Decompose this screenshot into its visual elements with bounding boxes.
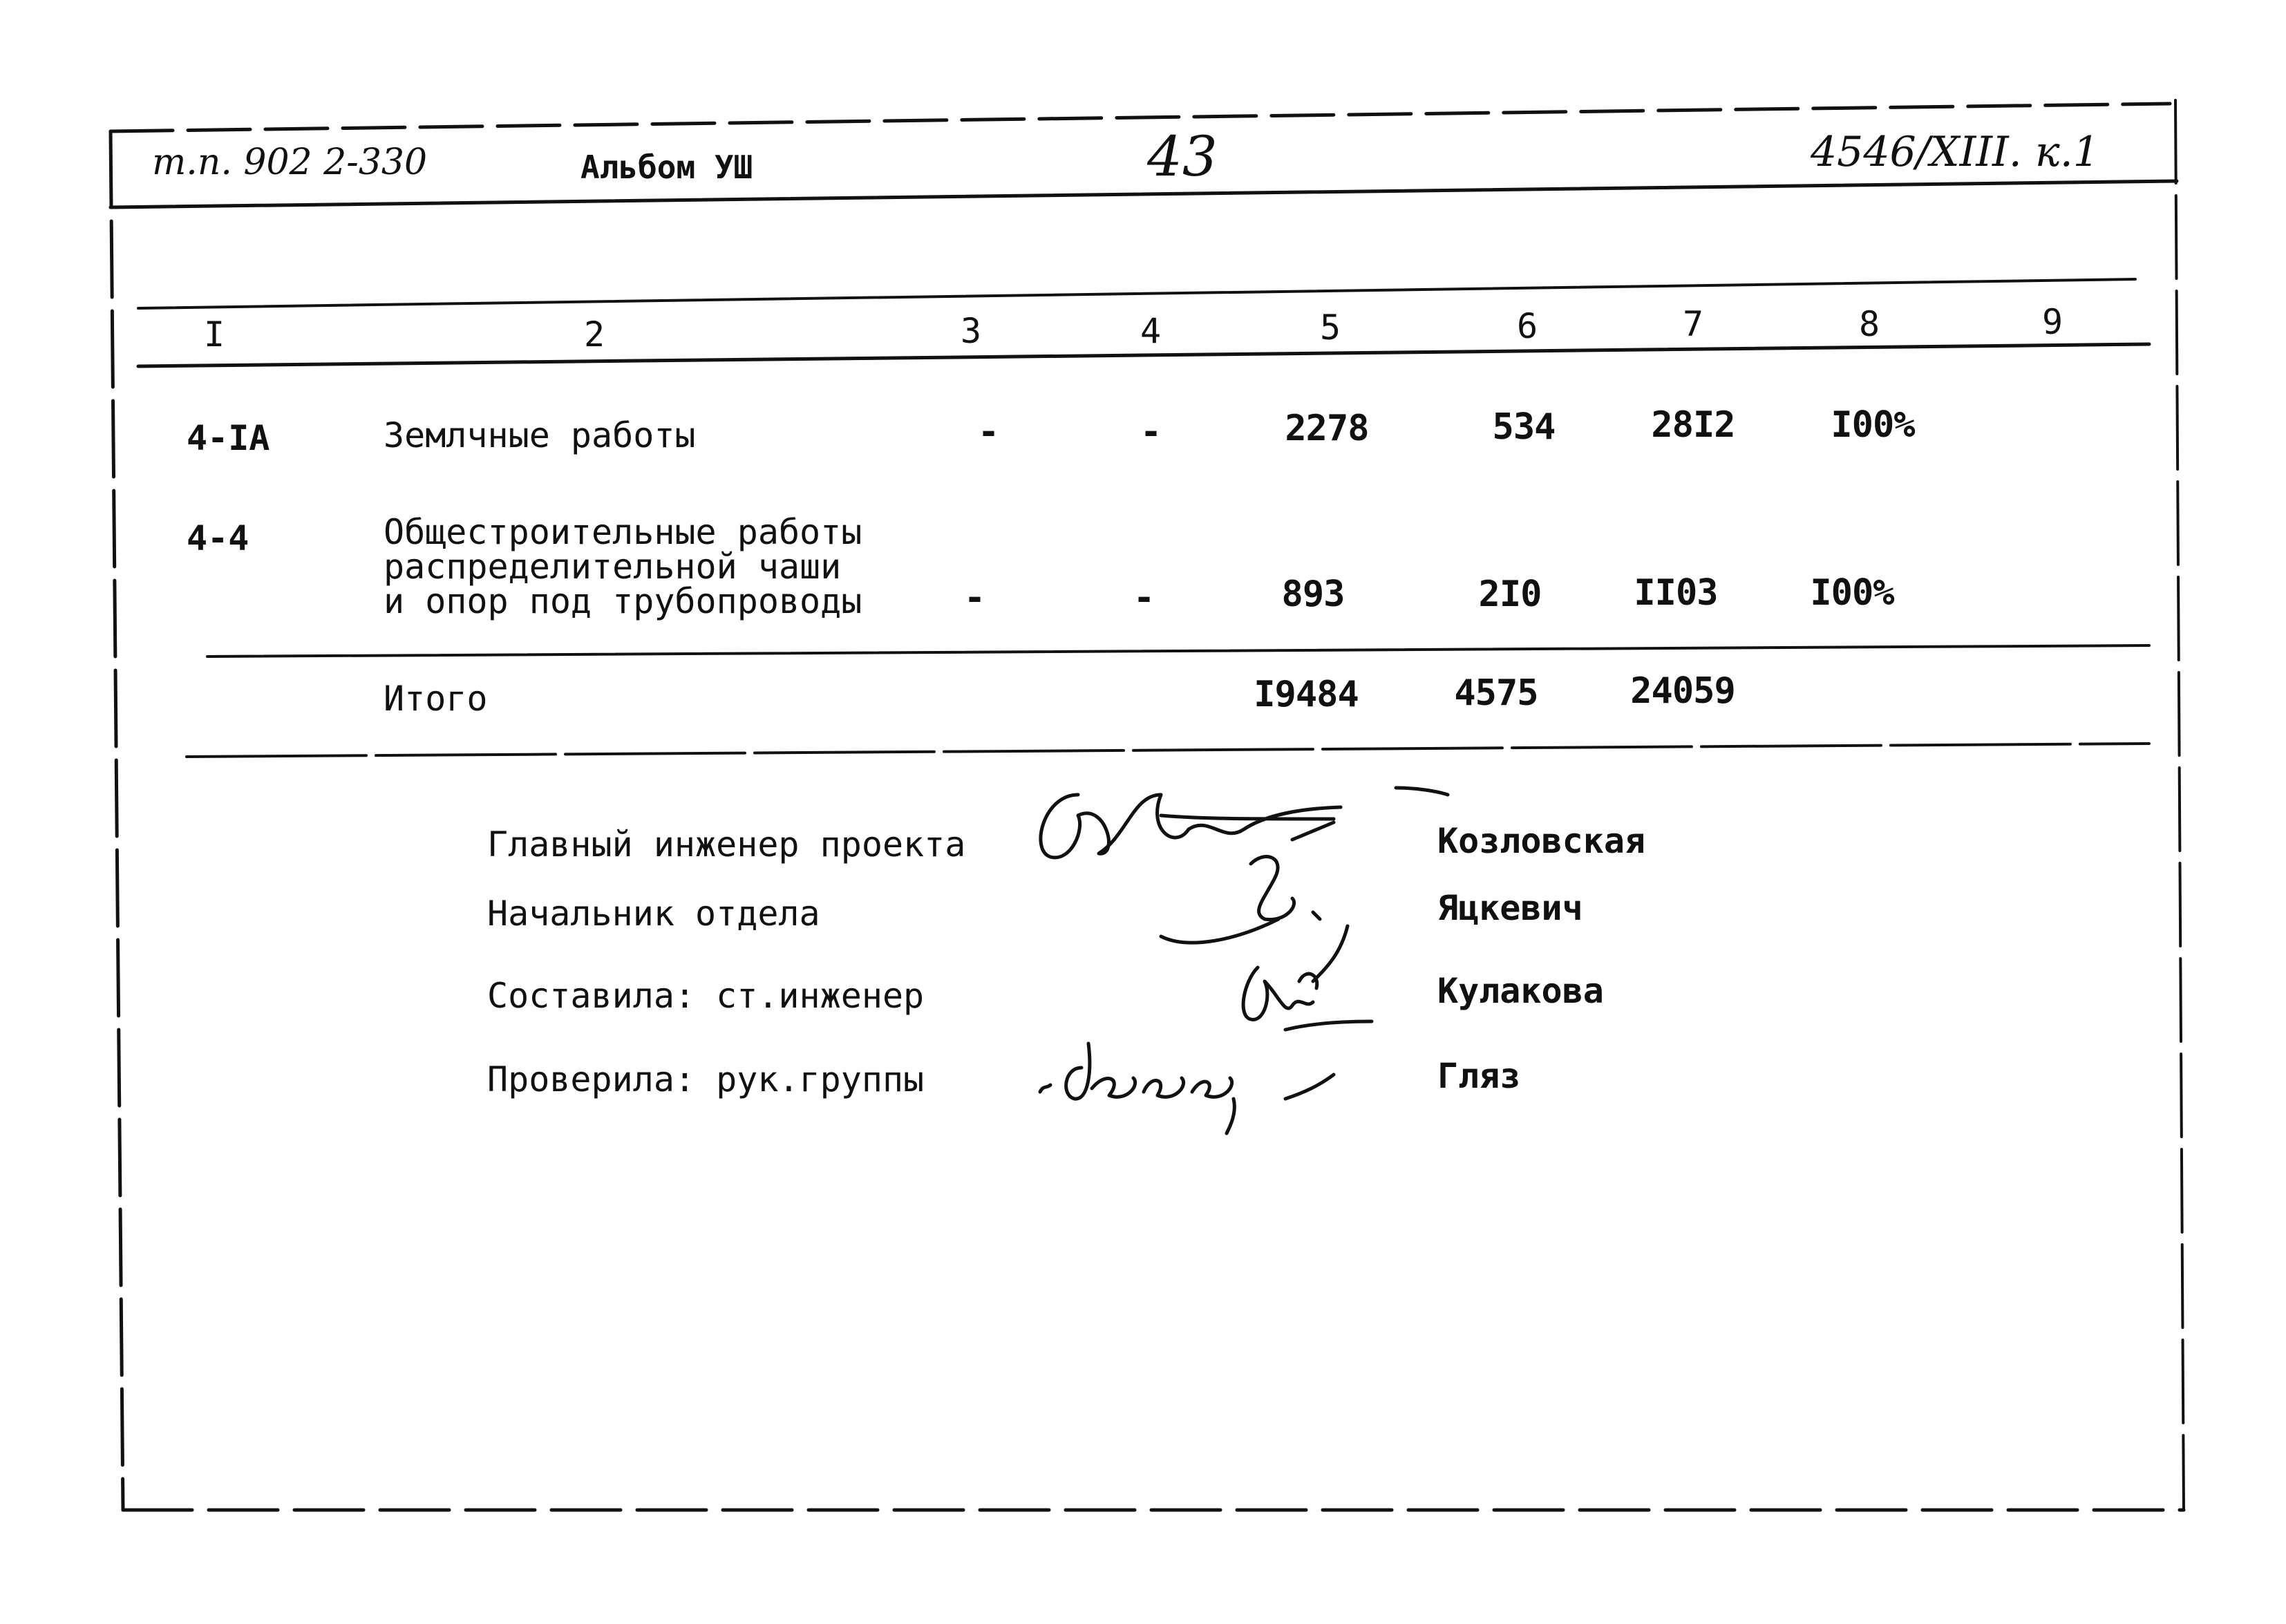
signature-role: Начальник отдела bbox=[487, 894, 820, 934]
cell-col3: - bbox=[963, 577, 985, 619]
column-number-9: 9 bbox=[2041, 302, 2063, 342]
signature-name: Козловская bbox=[1437, 821, 1646, 861]
signature-role: Составила: ст.инженер bbox=[487, 976, 925, 1016]
column-number-5: 5 bbox=[1319, 308, 1341, 348]
signature-name: Гляз bbox=[1437, 1056, 1521, 1096]
cell-col5: 2278 bbox=[1285, 408, 1369, 449]
signature-name: Яцкевич bbox=[1437, 888, 1583, 928]
signature-role: Главный инженер проекта bbox=[487, 824, 966, 865]
signature-role: Проверила: рук.группы bbox=[487, 1059, 925, 1099]
cell-col8: I00% bbox=[1810, 572, 1894, 614]
column-number-1: I bbox=[203, 314, 225, 355]
cell-col7: 28I2 bbox=[1651, 404, 1735, 446]
column-number-2: 2 bbox=[583, 314, 605, 355]
row-code: 4-4 bbox=[187, 518, 249, 558]
cell-col6: 534 bbox=[1492, 406, 1556, 448]
signature-mark-3 bbox=[1243, 967, 1372, 1030]
column-number-7: 7 bbox=[1682, 304, 1704, 344]
page-number: 43 bbox=[1147, 124, 1218, 189]
row-description-line-1: Общестроительные работы bbox=[384, 512, 862, 552]
signature-name: Кулакова bbox=[1437, 971, 1604, 1011]
album-label: Альбом УШ bbox=[580, 149, 753, 186]
cell-col4: - bbox=[1133, 577, 1155, 619]
cell-col7: II03 bbox=[1634, 572, 1718, 614]
total-col7: 24059 bbox=[1630, 670, 1735, 712]
cell-col5: 893 bbox=[1281, 574, 1345, 615]
total-label: Итого bbox=[384, 679, 488, 719]
row-description-line-2: распределительной чаши bbox=[384, 547, 842, 587]
cell-col3: - bbox=[977, 411, 999, 453]
signature-mark-2 bbox=[1161, 857, 1348, 981]
row-description: Землчные работы bbox=[384, 415, 696, 455]
total-col5: I9484 bbox=[1254, 674, 1359, 715]
column-number-4: 4 bbox=[1140, 311, 1162, 351]
row-code: 4-IA bbox=[187, 418, 270, 458]
signature-mark-1 bbox=[1041, 795, 1341, 858]
column-number-8: 8 bbox=[1858, 304, 1880, 344]
project-code: т.п. 902 2-330 bbox=[152, 142, 428, 183]
cell-col8: I00% bbox=[1831, 404, 1915, 446]
signature-mark-4 bbox=[1040, 1044, 1334, 1133]
total-col6: 4575 bbox=[1454, 672, 1538, 714]
inventory-number: 4546/XIII. к.1 bbox=[1811, 128, 2099, 176]
column-number-3: 3 bbox=[960, 311, 982, 351]
cell-col4: - bbox=[1140, 411, 1162, 453]
column-number-6: 6 bbox=[1516, 306, 1538, 346]
row-description-line-3: и опор под трубопроводы bbox=[384, 581, 862, 621]
cell-col6: 2I0 bbox=[1478, 574, 1542, 615]
